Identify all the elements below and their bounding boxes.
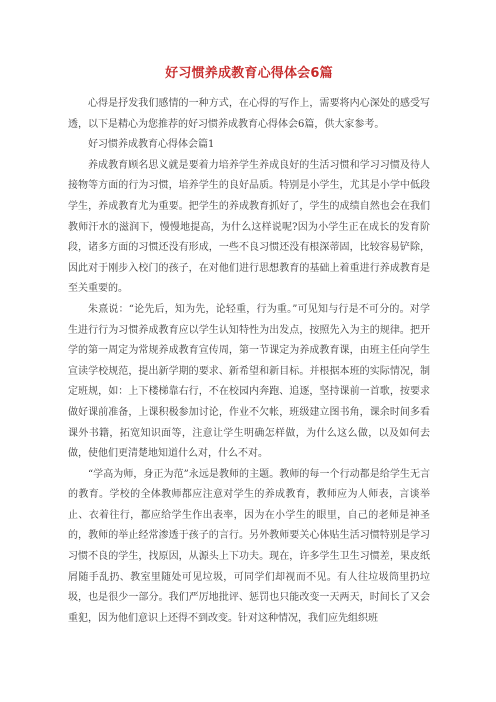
body-paragraph: “学高为师，身正为范”永远是教师的主题。教师的每一个行动都是给学生无言的教育。学校的全体教师都应注意对学生的养成教育，教师应为人师表，言谈举止、衣着往行，都应给学生作出表率，因为在小学生的眼里，自己的老师是神圣的，教师的举止经常渗透于孩子的言行。另外教师要关心体贴生活习惯特别是学习习惯不良的学生，找原因，从源头上下功夫。现在，许多学生卫生习惯差，果皮纸屑随手乱扔、教室里随处可见垃圾，可同学们却视而不见。有人往垃圾筒里扔垃圾，也是很少一部分。我们严厉地批评、惩罚也只能改变一天两天，时间长了又会重犯，因为他们意识上还得不到改变。针对这种情况，我们应先组织班 bbox=[68, 468, 430, 624]
section-heading: 好习惯养成教育心得体会篇1 bbox=[88, 139, 215, 151]
intro-paragraph: 心得是抒发我们感情的一种方式，在心得的写作上，需要将内心深处的感受写透，以下是精心为您推荐的好习惯养成教育心得体会6篇，供大家参考。 bbox=[68, 98, 430, 130]
body-paragraph: 朱熹说：“论先后，知为先，论轻重，行为重。”可见知与行是不可分的。对学生进行行为习惯养成教育应以学生认知特性为出发点，按照先入为主的规律。把开学的第一周定为常规养成教育宣传周，第一节课定为养成教育课，由班主任向学生宣读学校规范，提出新学期的要求、新希望和新目标。并根据本班的实际情况，制定班规，如：上下楼梯靠右行，不在校园内奔跑、追逐，坚持课前一首歌，按要求做好课前准备，上课积极参加讨论，作业不欠帐，班级建立图书角，课余时间多看课外书籍，拓宽知识面等，注意让学生明确怎样做，为什么这么做，以及如何去做，使他们更清楚地知道什么对，什么不对。 bbox=[68, 303, 430, 460]
document-title: 好习惯养成教育心得体会6篇 bbox=[165, 66, 333, 81]
body-paragraph: 养成教育顾名思义就是要着力培养学生养成良好的生活习惯和学习习惯及待人接物等方面的行为习惯，培养学生的良好品质。特别是小学生，尤其是小学中低段学生，养成教育尤为重要。把学生的养成教育抓好了，学生的成绩自然也会在我们教师汗水的滋润下，慢慢地提高，为什么这样说呢?因为小学生正在成长的发育阶段，诸多方面的习惯还没有形成，一些不良习惯还没有根深蒂固，比较容易铲除，因此对于刚步入校门的孩子，在对他们进行思想教育的基础上着重进行养成教育是至关重要的。 bbox=[68, 159, 430, 295]
